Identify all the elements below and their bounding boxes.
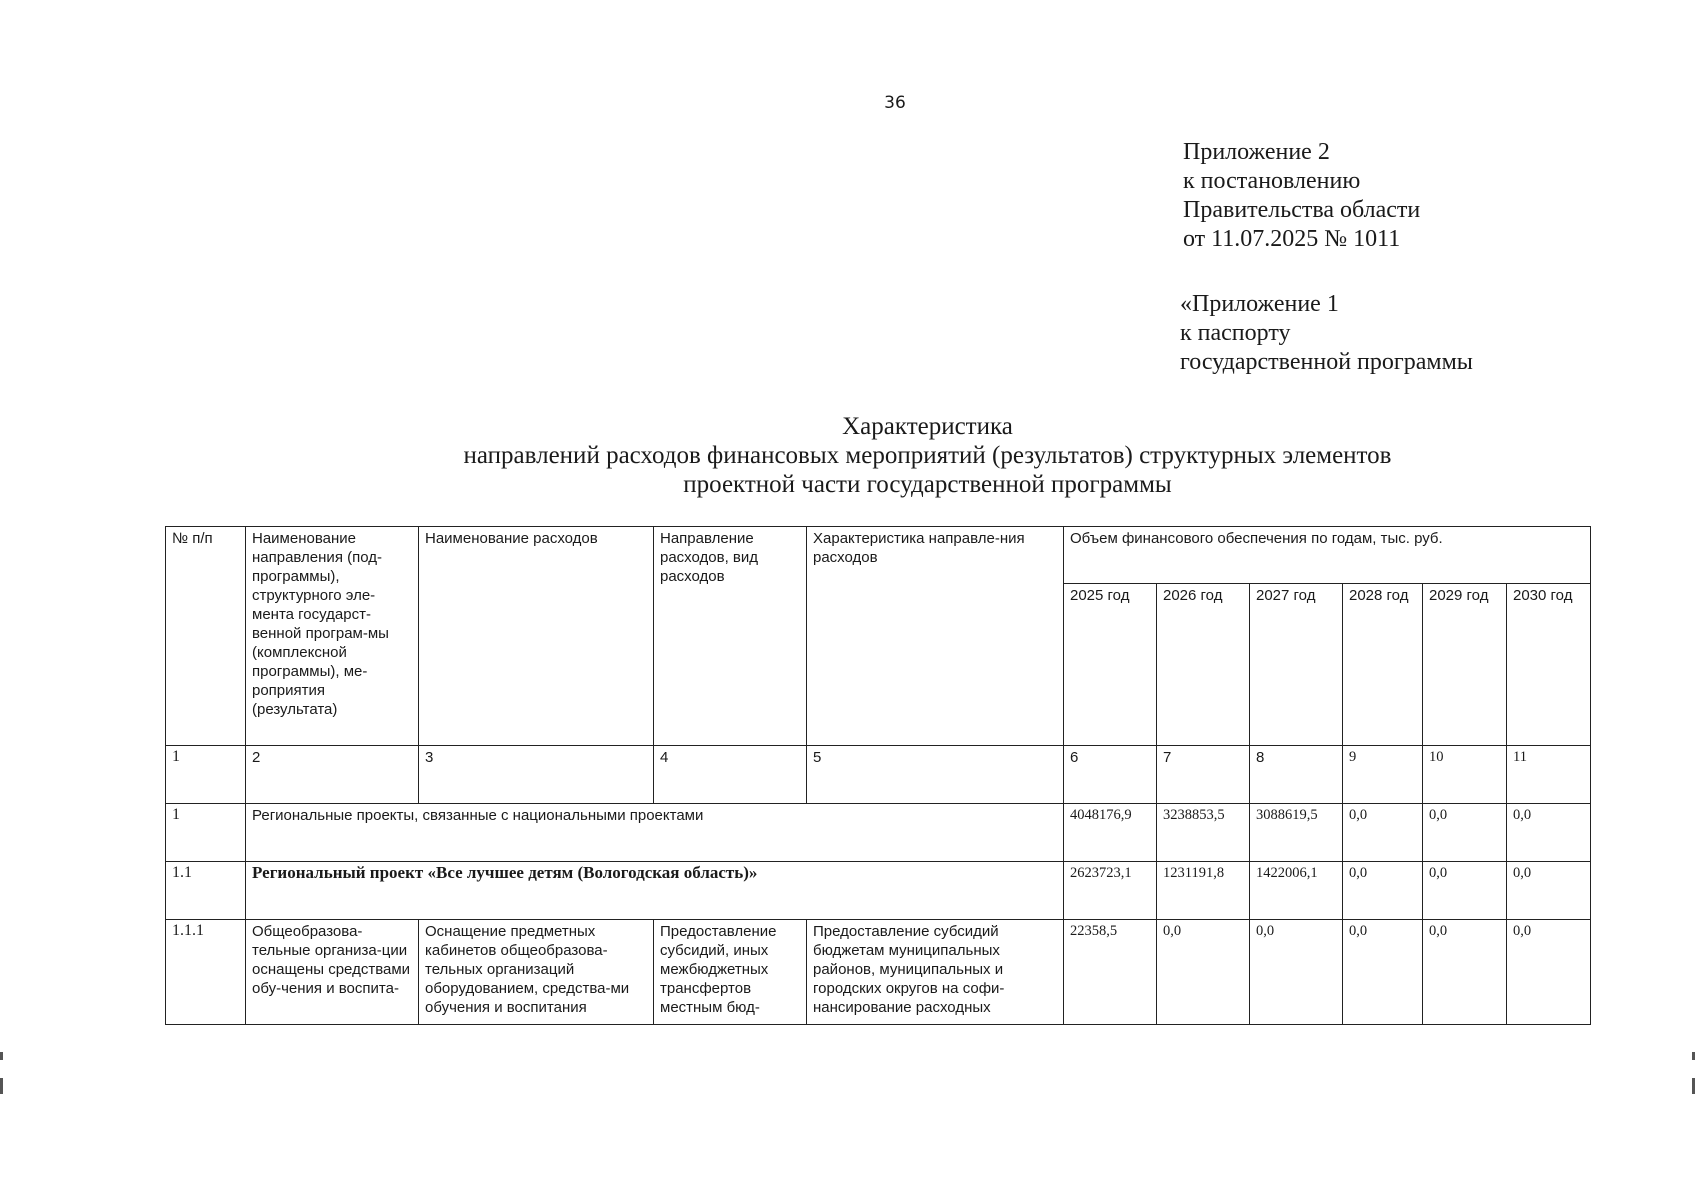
column-number: 9 — [1343, 746, 1423, 804]
row-value: 0,0 — [1250, 920, 1343, 1025]
row-value: 22358,5 — [1064, 920, 1157, 1025]
table-row — [166, 862, 1591, 920]
header-year: 2030 год — [1507, 584, 1591, 746]
appendix-line: Правительства области — [1183, 197, 1421, 223]
row-value: 0,0 — [1343, 862, 1423, 920]
table-header-row — [166, 527, 1591, 584]
column-number: 8 — [1250, 746, 1343, 804]
column-number: 2 — [246, 746, 419, 804]
appendix-line: «Приложение 1 — [1180, 291, 1339, 317]
scan-edge-mark — [0, 1078, 3, 1094]
row-num: 1.1.1 — [166, 920, 246, 1025]
header-expense-name: Наименование расходов — [419, 527, 654, 746]
table-row — [166, 920, 1591, 1025]
row-expense: Оснащение предметных кабинетов общеобразова-тельных организаций оборудованием, средства-ми обучения и воспитания — [419, 920, 654, 1025]
row-value: 0,0 — [1423, 862, 1507, 920]
header-direction-name: Наименование направления (под-программы), структурного эле-мента государст-венной програм-мы (комплексной программы), ме-роприятия (результата) — [246, 527, 419, 746]
appendix-line: государственной программы — [1180, 349, 1473, 375]
appendix-line: Приложение 2 — [1183, 139, 1330, 165]
title-line: проектной части государственной программы — [683, 471, 1172, 498]
title-line: направлений расходов финансовых мероприятий (результатов) структурных элементов — [463, 442, 1392, 469]
row-value: 0,0 — [1507, 920, 1591, 1025]
row-value: 0,0 — [1507, 862, 1591, 920]
header-year: 2029 год — [1423, 584, 1507, 746]
column-number: 10 — [1423, 746, 1507, 804]
header-year: 2027 год — [1250, 584, 1343, 746]
header-year: 2028 год — [1343, 584, 1423, 746]
header-year: 2025 год — [1064, 584, 1157, 746]
appendix-line: к постановлению — [1183, 168, 1361, 194]
page-number: 36 — [884, 93, 906, 113]
scan-edge-mark — [1692, 1052, 1695, 1060]
column-number: 6 — [1064, 746, 1157, 804]
column-number: 11 — [1507, 746, 1591, 804]
row-value: 0,0 — [1507, 804, 1591, 862]
column-number: 4 — [654, 746, 807, 804]
row-value: 0,0 — [1423, 804, 1507, 862]
title-line: Характеристика — [842, 413, 1013, 440]
appendix-line: к паспорту — [1180, 320, 1291, 346]
row-value: 1422006,1 — [1250, 862, 1343, 920]
row-name: Региональные проекты, связанные с национальными проектами — [246, 804, 1064, 862]
row-value: 3238853,5 — [1157, 804, 1250, 862]
column-number: 5 — [807, 746, 1064, 804]
table-column-number-row — [166, 746, 1591, 804]
scan-edge-mark — [1692, 1078, 1695, 1094]
passport-appendix-block — [1180, 290, 1473, 377]
header-volume: Объем финансового обеспечения по годам, тыс. руб. — [1064, 527, 1591, 584]
row-direction: Общеобразова-тельные организа-ции оснащены средствами обу-чения и воспита- — [246, 920, 419, 1025]
column-number: 3 — [419, 746, 654, 804]
row-value: 0,0 — [1423, 920, 1507, 1025]
document-title — [380, 412, 1475, 499]
header-expense-direction: Направление расходов, вид расходов — [654, 527, 807, 746]
header-num: № п/п — [166, 527, 246, 746]
table-row — [166, 804, 1591, 862]
appendix-line: от 11.07.2025 № 1011 — [1183, 226, 1401, 252]
row-num: 1 — [166, 804, 246, 862]
header-expense-characteristic: Характеристика направле-ния расходов — [807, 527, 1064, 746]
column-number: 7 — [1157, 746, 1250, 804]
row-value: 1231191,8 — [1157, 862, 1250, 920]
header-year: 2026 год — [1157, 584, 1250, 746]
column-number: 1 — [166, 746, 246, 804]
appendix-block — [1183, 138, 1420, 254]
row-value: 3088619,5 — [1250, 804, 1343, 862]
row-value: 0,0 — [1157, 920, 1250, 1025]
row-value: 2623723,1 — [1064, 862, 1157, 920]
row-characteristic: Предоставление субсидий бюджетам муниципальных районов, муниципальных и городских округов на софи-нансирование расходных — [807, 920, 1064, 1025]
row-expense-direction: Предоставление субсидий, иных межбюджетных трансфертов местным бюд- — [654, 920, 807, 1025]
scan-edge-mark — [0, 1052, 3, 1060]
row-value: 0,0 — [1343, 920, 1423, 1025]
row-value: 0,0 — [1343, 804, 1423, 862]
financing-table — [165, 526, 1591, 1025]
row-num: 1.1 — [166, 862, 246, 920]
row-name: Региональный проект «Все лучшее детям (Вологодская область)» — [246, 862, 1064, 920]
row-value: 4048176,9 — [1064, 804, 1157, 862]
